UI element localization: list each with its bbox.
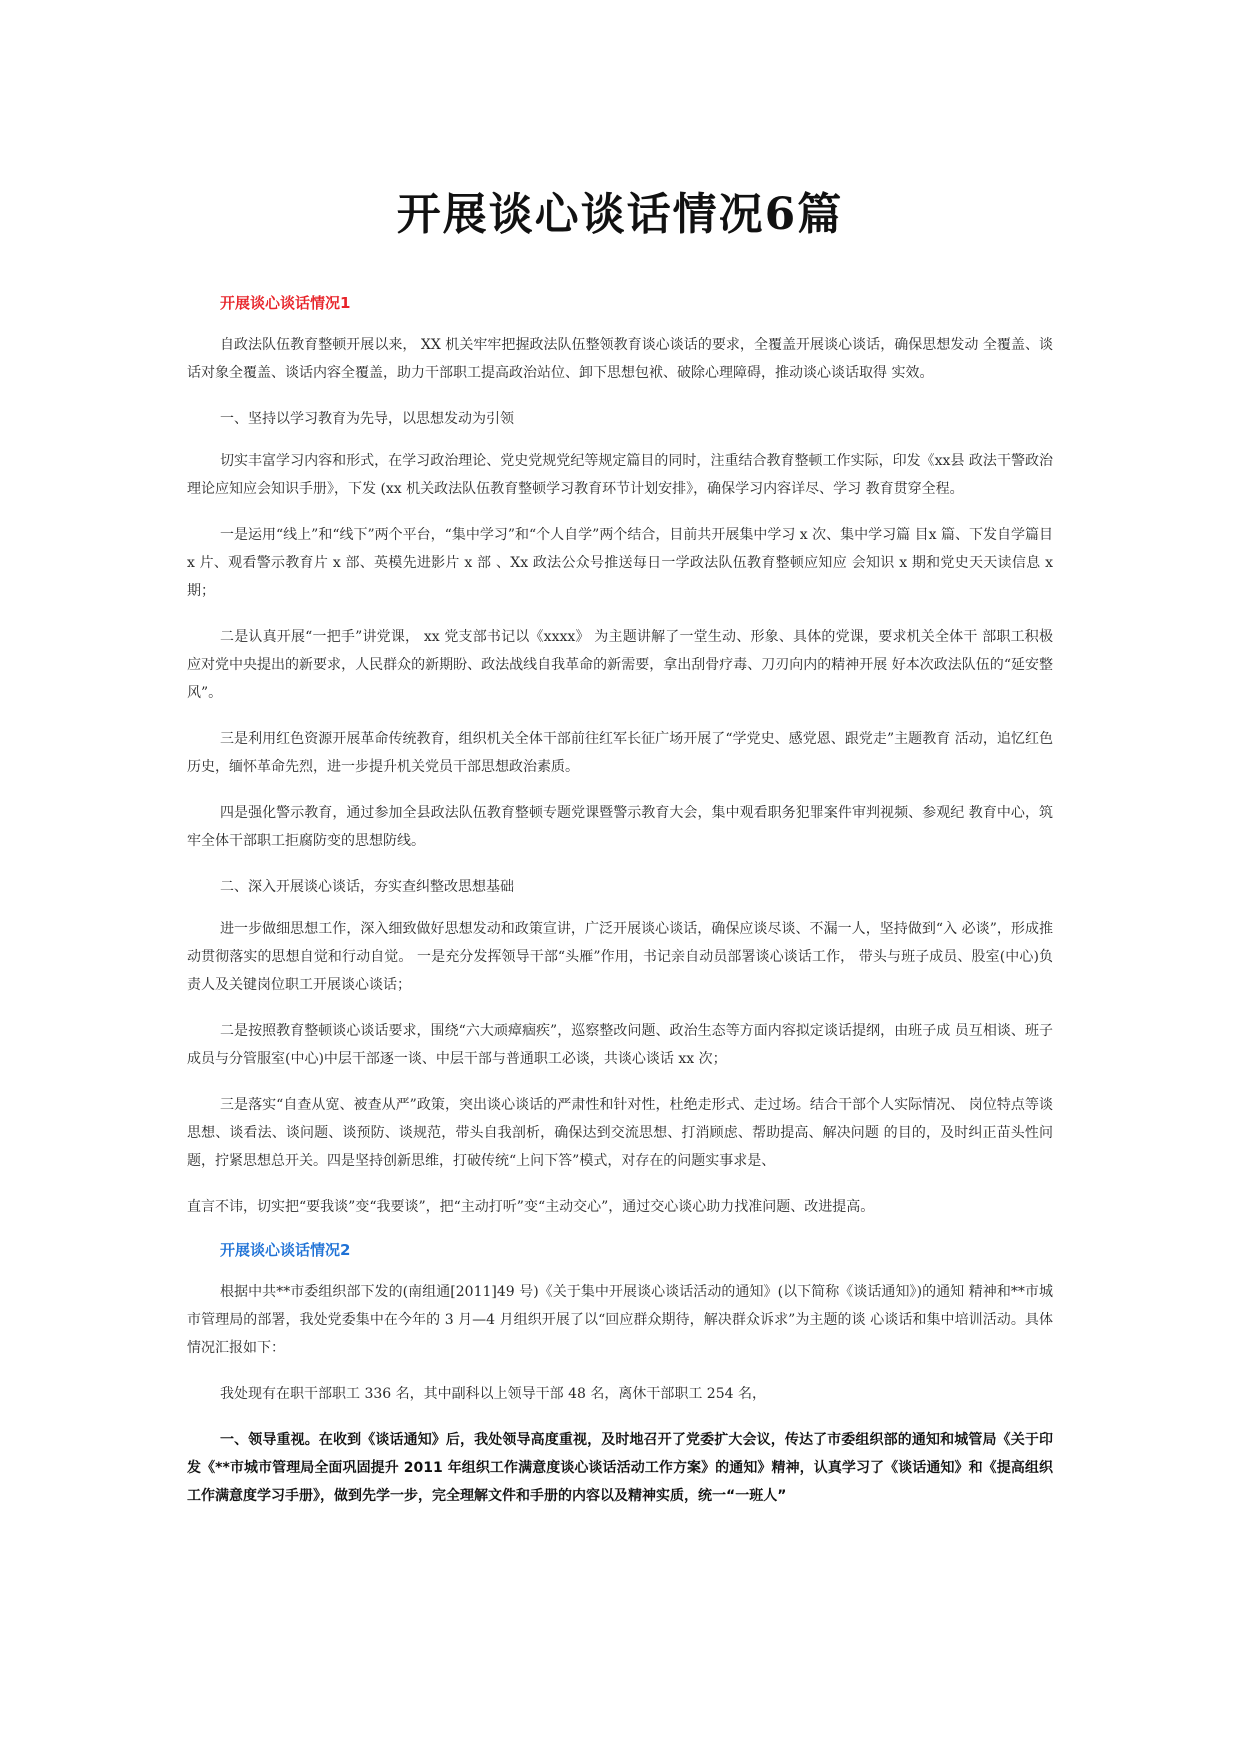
paragraph: 根据中共**市委组织部下发的(南组通[2011]49 号)《关于集中开展谈心谈话活动的通知》(以下简称《谈话通知》)的通知 精神和**市城市管理局的部署，我处党委集中在今年的 3 月—4 月组织开展了以“回应群众期待，解决群众诉求”为主题的谈 心谈话和集中培训活动。具体情况汇报如下： — [187, 1284, 1053, 1356]
paragraph: 三是利用红色资源开展革命传统教育，组织机关全体干部前往红军长征广场开展了“学党史、感党恩、跟党走”主题教育 活动，追忆红色历史，缅怀革命先烈，进一步提升机关党员干部思想政治素质。 — [187, 731, 1053, 775]
paragraph: 我处现有在职干部职工 336 名，其中副科以上领导干部 48 名，离休干部职工 254 名， — [220, 1386, 766, 1402]
paragraph: 自政法队伍教育整顿开展以来， XX 机关牢牢把握政法队伍整领教育谈心谈话的要求，全覆盖开展谈心谈话，确保思想发动 全覆盖、谈话对象全覆盖、谈话内容全覆盖，助力干部职工提高政治站位、卸下思想包袱、破除心理障碍，推动谈心谈话取得 实效。 — [187, 337, 1053, 381]
section-heading-1: 开展谈心谈话情况1 — [220, 294, 351, 312]
paragraph: 直言不讳，切实把“要我谈”变“我要谈”，把“主动打听”变“主动交心”，通过交心谈心助力找准问题、改进提高。 — [187, 1199, 875, 1215]
paragraph: 三是落实“自查从宽、被查从严”政策，突出谈心谈话的严肃性和针对性，杜绝走形式、走过场。结合干部个人实际情况、 岗位特点等谈思想、谈看法、谈问题、谈预防、谈规范，带头自我剖析，确保达到交流思想、打消顾虑、帮助提高、解决问题 的目的，及时纠正苗头性问题，拧紧思想总开关。四是坚持创新思维，打破传统“上问下答”模式，对存在的问题实事求是、 — [187, 1097, 1053, 1169]
section-heading-2: 开展谈心谈话情况2 — [220, 1241, 351, 1259]
paragraph: 二是按照教育整顿谈心谈话要求，围绕“六大顽瘴痼疾”，巡察整改问题、政治生态等方面内容拟定谈话提纲，由班子成 员互相谈、班子成员与分管服室(中心)中层干部逐一谈、中层干部与普通职工必谈，共谈心谈话 xx 次； — [187, 1023, 1053, 1067]
paragraph: 进一步做细思想工作，深入细致做好思想发动和政策宣讲，广泛开展谈心谈话，确保应谈尽谈、不漏一人，坚持做到“入 必谈”，形成推动贯彻落实的思想自觉和行动自觉。 一是充分发挥领导干部“头雁”作用，书记亲自动员部署谈心谈话工作， 带头与班子成员、股室(中心)负责人及关键岗位职工开展谈心谈话； — [187, 921, 1053, 993]
subheading: 一、坚持以学习教育为先导，以思想发动为引领 — [220, 411, 514, 427]
paragraph: 四是强化警示教育，通过参加全县政法队伍教育整顿专题党课暨警示教育大会，集中观看职务犯罪案件审判视频、参观纪 教育中心，筑牢全体干部职工拒腐防变的思想防线。 — [187, 805, 1053, 849]
paragraph: 切实丰富学习内容和形式，在学习政治理论、党史党规党纪等规定篇目的同时，注重结合教育整顿工作实际，印发《xx县 政法干警政治理论应知应会知识手册》，下发 (xx 机关政法队伍教育整顿学习教育环节计划安排》，确保学习内容详尽、学习 教育贯穿全程。 — [187, 453, 1053, 497]
bold-paragraph: 一、领导重视。在收到《谈话通知》后，我处领导高度重视，及时地召开了党委扩大会议，传达了市委组织部的通知和城管局《关于印发《**市城市管理局全面巩固提升 2011 年组织工作满意度谈心谈话活动工作方案》的通知》精神，认真学习了《谈话通知》和《提高组织工作满意度学习手册》，做到先学一步，完全理解文件和手册的内容以及精神实质，统一“一班人” — [187, 1432, 1053, 1504]
paragraph: 二是认真开展“一把手”讲党课， xx 党支部书记以《xxxx》 为主题讲解了一堂生动、形象、具体的党课，要求机关全体干 部职工积极应对党中央提出的新要求，人民群众的新期盼、政法战线自我革命的新需要，拿出刮骨疗毒、刀刃向内的精神开展 好本次政法队伍的“延安整风”。 — [187, 629, 1053, 701]
document-title: 开展谈心谈话情况6篇 — [396, 189, 844, 240]
subheading: 二、深入开展谈心谈话，夯实查纠整改思想基础 — [220, 879, 514, 895]
paragraph: 一是运用“线上”和“线下”两个平台，“集中学习”和“个人自学”两个结合，目前共开展集中学习 x 次、集中学习篇 目x 篇、下发自学篇目 x 片、观看警示教育片 x 部、英模先进影片 x 部 、Xx 政法公众号推送每日一学政法队伍教育整顿应知应 会知识 x 期和党史天天读信息 x 期； — [187, 527, 1053, 599]
document-body — [187, 292, 1053, 1528]
